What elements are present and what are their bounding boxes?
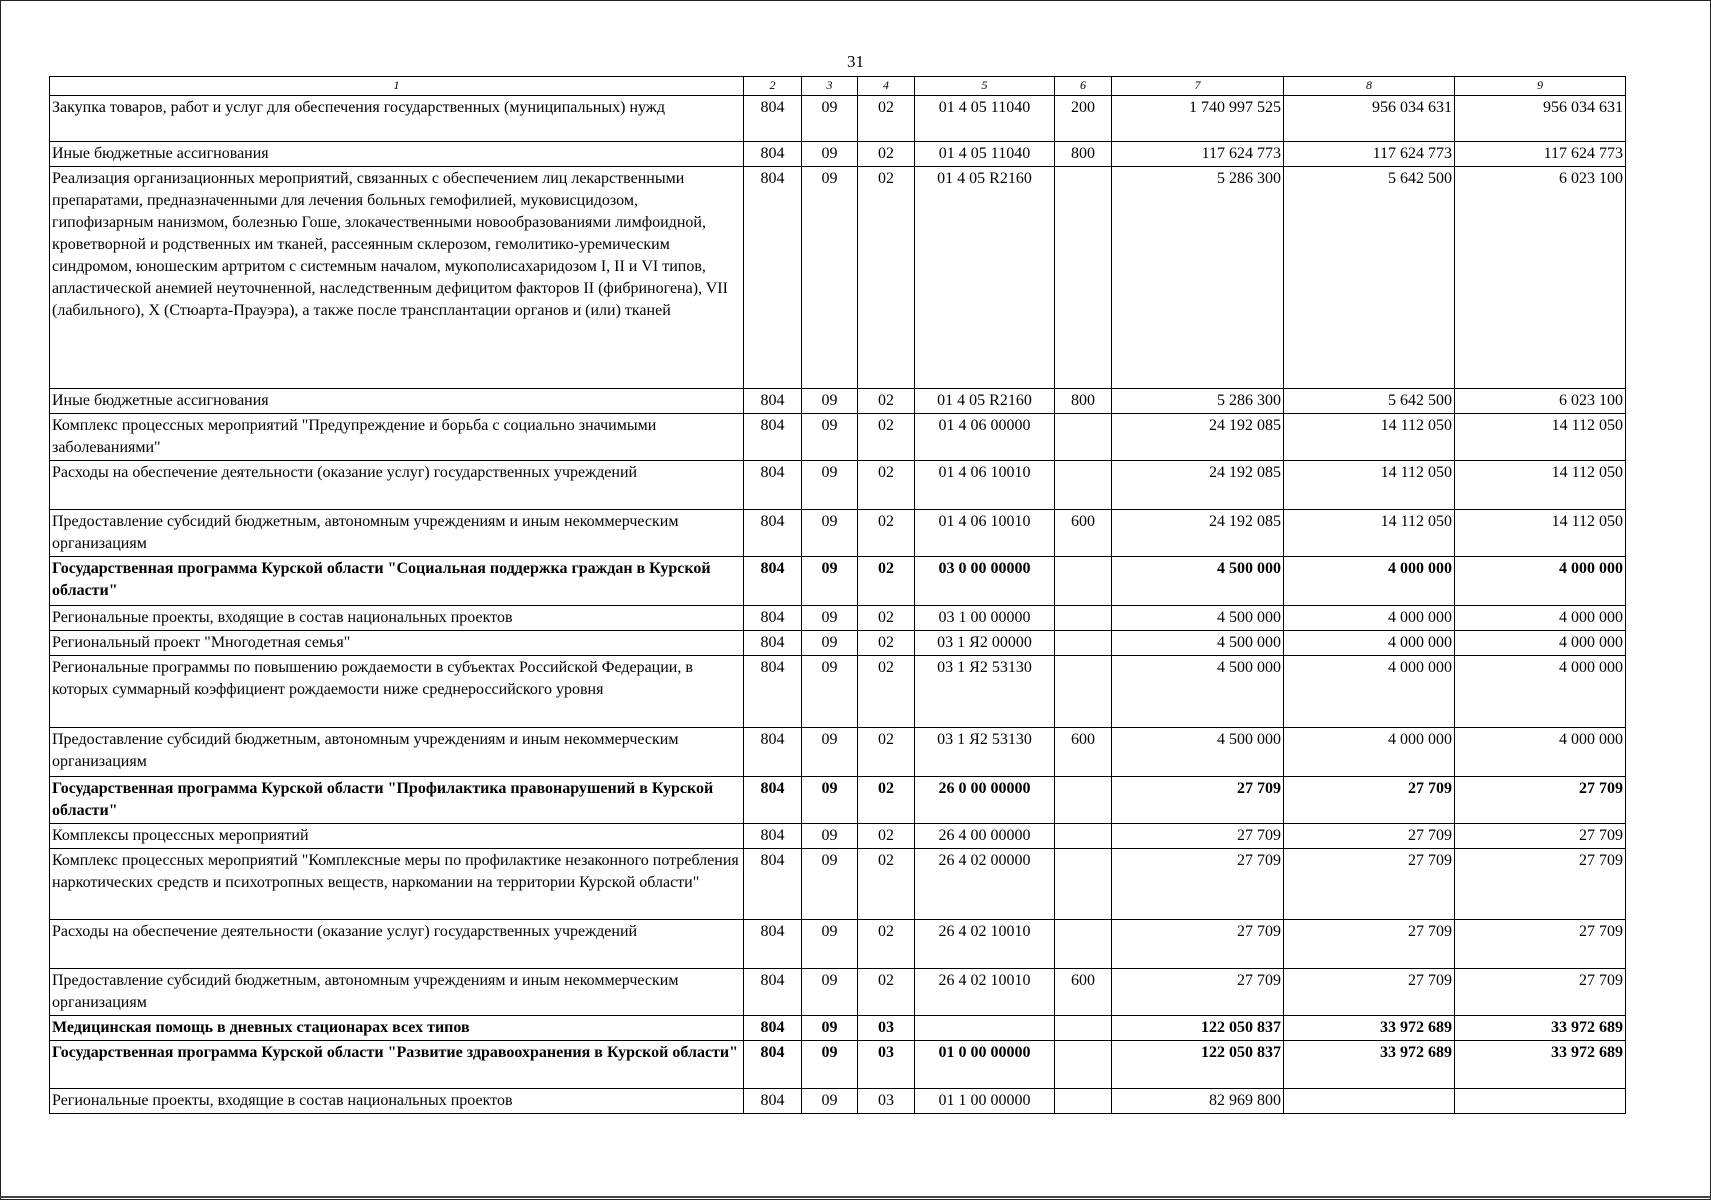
- table-row: [50, 557, 1626, 606]
- table-row: [50, 606, 1626, 631]
- cell-amount-col7: 5 286 300: [1112, 389, 1284, 414]
- cell-subsection: 02: [858, 606, 915, 631]
- cell-subsection: 02: [858, 96, 915, 142]
- cell-ministry-code: 804: [744, 142, 802, 167]
- cell-ministry-code: 804: [744, 728, 802, 777]
- table-row: [50, 728, 1626, 777]
- cell-expense-type: [1055, 824, 1112, 849]
- cell-expense-type: [1055, 1016, 1112, 1041]
- cell-ministry-code: 804: [744, 777, 802, 824]
- cell-amount-col7: 27 709: [1112, 920, 1284, 969]
- cell-target-article: 01 1 00 00000: [915, 1089, 1055, 1114]
- cell-amount-col7: 5 286 300: [1112, 167, 1284, 389]
- table-row: [50, 777, 1626, 824]
- cell-amount-col9: 27 709: [1455, 969, 1626, 1016]
- cell-subsection: 02: [858, 389, 915, 414]
- cell-expense-type: [1055, 167, 1112, 389]
- table-row: [50, 631, 1626, 656]
- row-description: Комплекс процессных мероприятий "Комплексные меры по профилактике незаконного потребления наркотических средств и психотропных веществ, наркомании на территории Курской области": [50, 849, 744, 920]
- cell-ministry-code: 804: [744, 557, 802, 606]
- cell-section: 09: [802, 414, 858, 461]
- cell-subsection: 02: [858, 167, 915, 389]
- cell-amount-col9: 117 624 773: [1455, 142, 1626, 167]
- cell-amount-col9: 33 972 689: [1455, 1041, 1626, 1089]
- cell-amount-col7: 4 500 000: [1112, 631, 1284, 656]
- cell-subsection: 03: [858, 1016, 915, 1041]
- row-description: Государственная программа Курской области "Развитие здравоохранения в Курской области": [50, 1041, 744, 1089]
- table-row: [50, 824, 1626, 849]
- page-number: 31: [847, 52, 864, 71]
- cell-amount-col8: 33 972 689: [1284, 1041, 1455, 1089]
- cell-expense-type: [1055, 557, 1112, 606]
- cell-section: 09: [802, 142, 858, 167]
- cell-subsection: 02: [858, 656, 915, 728]
- cell-amount-col8: 956 034 631: [1284, 96, 1455, 142]
- cell-amount-col8: 4 000 000: [1284, 656, 1455, 728]
- cell-target-article: 26 0 00 00000: [915, 777, 1055, 824]
- column-header: 2: [744, 77, 802, 96]
- cell-ministry-code: 804: [744, 1089, 802, 1114]
- cell-amount-col8: 4 000 000: [1284, 631, 1455, 656]
- column-header: 9: [1455, 77, 1626, 96]
- column-header: 4: [858, 77, 915, 96]
- cell-section: 09: [802, 389, 858, 414]
- cell-amount-col9: 14 112 050: [1455, 510, 1626, 557]
- cell-amount-col9: 4 000 000: [1455, 656, 1626, 728]
- cell-section: 09: [802, 461, 858, 510]
- cell-amount-col9: 27 709: [1455, 777, 1626, 824]
- cell-amount-col9: 6 023 100: [1455, 389, 1626, 414]
- table-row: [50, 461, 1626, 510]
- table-row: [50, 142, 1626, 167]
- cell-amount-col9: 14 112 050: [1455, 414, 1626, 461]
- cell-amount-col7: 24 192 085: [1112, 461, 1284, 510]
- cell-amount-col7: 27 709: [1112, 824, 1284, 849]
- cell-subsection: 02: [858, 510, 915, 557]
- column-header: 3: [802, 77, 858, 96]
- table-row: [50, 969, 1626, 1016]
- cell-expense-type: [1055, 606, 1112, 631]
- cell-amount-col8: 27 709: [1284, 969, 1455, 1016]
- cell-ministry-code: 804: [744, 167, 802, 389]
- cell-target-article: 01 4 05 R2160: [915, 167, 1055, 389]
- row-description: Комплекс процессных мероприятий "Предупреждение и борьба с социально значимыми заболеваниями": [50, 414, 744, 461]
- table-row: [50, 389, 1626, 414]
- cell-ministry-code: 804: [744, 1041, 802, 1089]
- cell-subsection: 02: [858, 777, 915, 824]
- cell-target-article: 01 4 06 00000: [915, 414, 1055, 461]
- cell-expense-type: [1055, 777, 1112, 824]
- cell-section: 09: [802, 606, 858, 631]
- row-description: Расходы на обеспечение деятельности (оказание услуг) государственных учреждений: [50, 920, 744, 969]
- cell-amount-col7: 1 740 997 525: [1112, 96, 1284, 142]
- row-description: Предоставление субсидий бюджетным, автономным учреждениям и иным некоммерческим организациям: [50, 510, 744, 557]
- cell-amount-col7: 117 624 773: [1112, 142, 1284, 167]
- budget-table: [49, 76, 1626, 1114]
- cell-section: 09: [802, 656, 858, 728]
- cell-target-article: 01 4 05 11040: [915, 142, 1055, 167]
- row-description: Расходы на обеспечение деятельности (оказание услуг) государственных учреждений: [50, 461, 744, 510]
- column-header: 7: [1112, 77, 1284, 96]
- cell-expense-type: [1055, 414, 1112, 461]
- cell-section: 09: [802, 728, 858, 777]
- table-row: [50, 849, 1626, 920]
- table-body: [50, 96, 1626, 1114]
- cell-amount-col8: 27 709: [1284, 824, 1455, 849]
- cell-amount-col8: 27 709: [1284, 849, 1455, 920]
- cell-amount-col8: 33 972 689: [1284, 1016, 1455, 1041]
- cell-expense-type: 800: [1055, 142, 1112, 167]
- cell-ministry-code: 804: [744, 510, 802, 557]
- cell-subsection: 02: [858, 461, 915, 510]
- cell-section: 09: [802, 557, 858, 606]
- cell-amount-col9: 6 023 100: [1455, 167, 1626, 389]
- cell-amount-col8: 27 709: [1284, 920, 1455, 969]
- cell-expense-type: [1055, 461, 1112, 510]
- cell-target-article: 01 4 06 10010: [915, 510, 1055, 557]
- cell-section: 09: [802, 631, 858, 656]
- table-row: [50, 656, 1626, 728]
- cell-section: 09: [802, 920, 858, 969]
- cell-amount-col7: 122 050 837: [1112, 1016, 1284, 1041]
- cell-amount-col8: 4 000 000: [1284, 606, 1455, 631]
- cell-ministry-code: 804: [744, 414, 802, 461]
- cell-ministry-code: 804: [744, 389, 802, 414]
- cell-subsection: 02: [858, 557, 915, 606]
- cell-ministry-code: 804: [744, 606, 802, 631]
- cell-target-article: 26 4 00 00000: [915, 824, 1055, 849]
- cell-subsection: 02: [858, 728, 915, 777]
- cell-amount-col7: 4 500 000: [1112, 606, 1284, 631]
- cell-amount-col7: 27 709: [1112, 777, 1284, 824]
- cell-amount-col7: 4 500 000: [1112, 728, 1284, 777]
- cell-ministry-code: 804: [744, 849, 802, 920]
- cell-subsection: 02: [858, 920, 915, 969]
- row-description: Региональные проекты, входящие в состав национальных проектов: [50, 1089, 744, 1114]
- cell-amount-col9: 4 000 000: [1455, 728, 1626, 777]
- cell-expense-type: 800: [1055, 389, 1112, 414]
- cell-amount-col8: 117 624 773: [1284, 142, 1455, 167]
- cell-amount-col8: 4 000 000: [1284, 728, 1455, 777]
- column-number-row: [50, 77, 1626, 96]
- cell-target-article: [915, 1016, 1055, 1041]
- cell-amount-col7: 122 050 837: [1112, 1041, 1284, 1089]
- cell-amount-col8: 5 642 500: [1284, 389, 1455, 414]
- cell-target-article: 03 1 Я2 53130: [915, 656, 1055, 728]
- cell-ministry-code: 804: [744, 824, 802, 849]
- cell-amount-col9: 27 709: [1455, 849, 1626, 920]
- cell-ministry-code: 804: [744, 1016, 802, 1041]
- row-description: Региональные программы по повышению рождаемости в субъектах Российской Федерации, в которых суммарный коэффициент рождаемости ниже среднероссийского уровня: [50, 656, 744, 728]
- cell-expense-type: 600: [1055, 728, 1112, 777]
- row-description: Иные бюджетные ассигнования: [50, 142, 744, 167]
- cell-amount-col9: 27 709: [1455, 824, 1626, 849]
- cell-target-article: 01 4 05 R2160: [915, 389, 1055, 414]
- row-description: Государственная программа Курской области "Социальная поддержка граждан в Курской области": [50, 557, 744, 606]
- cell-amount-col9: 4 000 000: [1455, 606, 1626, 631]
- cell-expense-type: [1055, 631, 1112, 656]
- cell-expense-type: [1055, 849, 1112, 920]
- cell-amount-col9: 4 000 000: [1455, 631, 1626, 656]
- cell-section: 09: [802, 1089, 858, 1114]
- column-header: 1: [50, 77, 744, 96]
- cell-subsection: 02: [858, 824, 915, 849]
- cell-expense-type: 200: [1055, 96, 1112, 142]
- cell-ministry-code: 804: [744, 96, 802, 142]
- cell-target-article: 26 4 02 10010: [915, 969, 1055, 1016]
- cell-expense-type: [1055, 1041, 1112, 1089]
- row-description: Региональный проект "Многодетная семья": [50, 631, 744, 656]
- row-description: Региональные проекты, входящие в состав национальных проектов: [50, 606, 744, 631]
- cell-expense-type: [1055, 1089, 1112, 1114]
- cell-target-article: 03 1 Я2 00000: [915, 631, 1055, 656]
- cell-ministry-code: 804: [744, 631, 802, 656]
- cell-section: 09: [802, 1016, 858, 1041]
- column-header: 8: [1284, 77, 1455, 96]
- cell-subsection: 02: [858, 631, 915, 656]
- cell-amount-col8: 14 112 050: [1284, 510, 1455, 557]
- cell-amount-col9: 956 034 631: [1455, 96, 1626, 142]
- cell-ministry-code: 804: [744, 656, 802, 728]
- row-description: Предоставление субсидий бюджетным, автономным учреждениям и иным некоммерческим организациям: [50, 728, 744, 777]
- cell-subsection: 03: [858, 1041, 915, 1089]
- cell-amount-col8: 14 112 050: [1284, 414, 1455, 461]
- cell-amount-col8: 5 642 500: [1284, 167, 1455, 389]
- cell-amount-col7: 82 969 800: [1112, 1089, 1284, 1114]
- row-description: Реализация организационных мероприятий, связанных с обеспечением лиц лекарственными препаратами, предназначенными для лечения больных гемофилией, муковисцидозом, гипофизарным нанизмом, болезнью Гоше, злокачественными новообразованиями лимфоидной, кроветворной и родственных им тканей, рассеянным склерозом, гемолитико-уремическим синдромом, юношеским артритом с системным началом, мукополисахаридозом I, II и VI типов, апластической анемией неуточненной, наследственным дефицитом факторов II (фибриногена), VII (лабильного), X (Стюарта-Прауэра), а также после трансплантации органов и (или) тканей: [50, 167, 744, 389]
- cell-amount-col7: 27 709: [1112, 969, 1284, 1016]
- cell-amount-col7: 24 192 085: [1112, 510, 1284, 557]
- cell-target-article: 01 4 05 11040: [915, 96, 1055, 142]
- cell-target-article: 03 1 00 00000: [915, 606, 1055, 631]
- cell-subsection: 02: [858, 414, 915, 461]
- cell-section: 09: [802, 167, 858, 389]
- cell-section: 09: [802, 1041, 858, 1089]
- scan-bottom-edge: [0, 1196, 1711, 1198]
- cell-section: 09: [802, 969, 858, 1016]
- cell-amount-col7: 4 500 000: [1112, 656, 1284, 728]
- cell-amount-col9: [1455, 1089, 1626, 1114]
- row-description: Предоставление субсидий бюджетным, автономным учреждениям и иным некоммерческим организациям: [50, 969, 744, 1016]
- row-description: Комплексы процессных мероприятий: [50, 824, 744, 849]
- cell-amount-col8: 27 709: [1284, 777, 1455, 824]
- cell-section: 09: [802, 824, 858, 849]
- table-row: [50, 1041, 1626, 1089]
- cell-target-article: 01 0 00 00000: [915, 1041, 1055, 1089]
- row-description: Закупка товаров, работ и услуг для обеспечения государственных (муниципальных) нужд: [50, 96, 744, 142]
- row-description: Медицинская помощь в дневных стационарах всех типов: [50, 1016, 744, 1041]
- cell-section: 09: [802, 96, 858, 142]
- cell-amount-col9: 4 000 000: [1455, 557, 1626, 606]
- cell-target-article: 01 4 06 10010: [915, 461, 1055, 510]
- cell-amount-col9: 14 112 050: [1455, 461, 1626, 510]
- row-description: Государственная программа Курской области "Профилактика правонарушений в Курской области": [50, 777, 744, 824]
- cell-expense-type: [1055, 920, 1112, 969]
- table-row: [50, 1016, 1626, 1041]
- cell-subsection: 03: [858, 1089, 915, 1114]
- cell-target-article: 26 4 02 00000: [915, 849, 1055, 920]
- table-row: [50, 96, 1626, 142]
- cell-amount-col8: [1284, 1089, 1455, 1114]
- cell-subsection: 02: [858, 969, 915, 1016]
- table-row: [50, 920, 1626, 969]
- cell-section: 09: [802, 510, 858, 557]
- cell-amount-col7: 4 500 000: [1112, 557, 1284, 606]
- cell-expense-type: [1055, 656, 1112, 728]
- cell-amount-col8: 4 000 000: [1284, 557, 1455, 606]
- cell-ministry-code: 804: [744, 920, 802, 969]
- row-description: Иные бюджетные ассигнования: [50, 389, 744, 414]
- cell-subsection: 02: [858, 142, 915, 167]
- cell-target-article: 03 1 Я2 53130: [915, 728, 1055, 777]
- cell-target-article: 03 0 00 00000: [915, 557, 1055, 606]
- cell-amount-col9: 33 972 689: [1455, 1016, 1626, 1041]
- table-row: [50, 414, 1626, 461]
- cell-amount-col9: 27 709: [1455, 920, 1626, 969]
- cell-expense-type: 600: [1055, 969, 1112, 1016]
- column-header: 6: [1055, 77, 1112, 96]
- cell-ministry-code: 804: [744, 461, 802, 510]
- column-header: 5: [915, 77, 1055, 96]
- cell-amount-col7: 24 192 085: [1112, 414, 1284, 461]
- cell-target-article: 26 4 02 10010: [915, 920, 1055, 969]
- table-row: [50, 510, 1626, 557]
- table-row: [50, 167, 1626, 389]
- table-row: [50, 1089, 1626, 1114]
- cell-section: 09: [802, 777, 858, 824]
- cell-expense-type: 600: [1055, 510, 1112, 557]
- cell-ministry-code: 804: [744, 969, 802, 1016]
- cell-amount-col8: 14 112 050: [1284, 461, 1455, 510]
- cell-amount-col7: 27 709: [1112, 849, 1284, 920]
- cell-section: 09: [802, 849, 858, 920]
- cell-subsection: 02: [858, 849, 915, 920]
